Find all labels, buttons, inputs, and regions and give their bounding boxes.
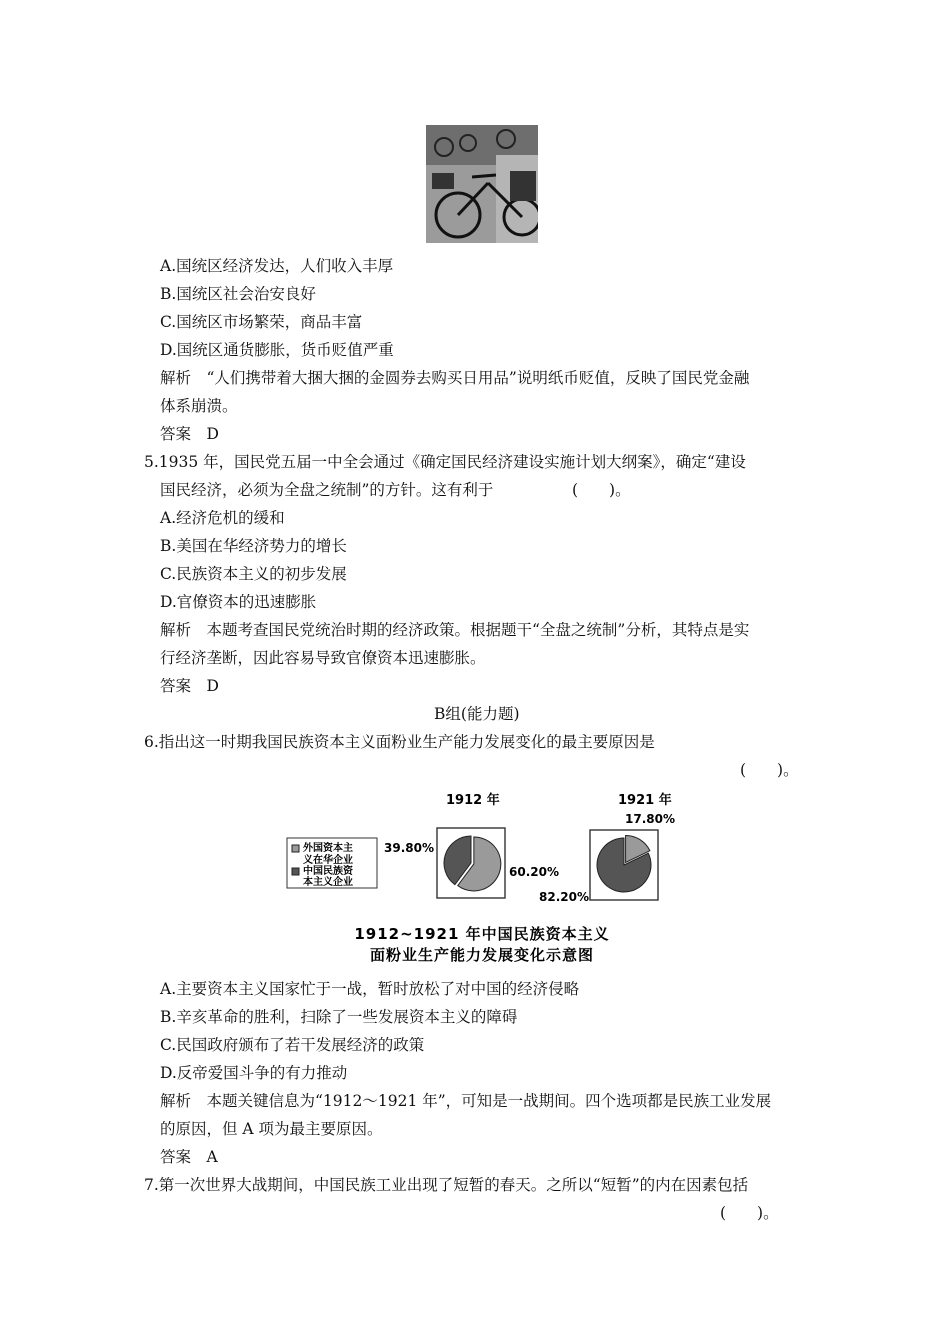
- q4-option-c: C.国统区市场繁荣，商品丰富: [160, 313, 363, 331]
- legend-swatch-foreign: [292, 845, 299, 852]
- legend-label-national: 中国民族资: [303, 866, 353, 877]
- pie-year-1912: 1912 年: [446, 793, 500, 808]
- legend-swatch-national: [292, 868, 299, 875]
- q7-answer-blank: ( )。: [720, 1204, 779, 1222]
- q6-stem: 6.指出这一时期我国民族资本主义面粉业生产能力发展变化的最主要原因是: [144, 733, 655, 751]
- q5-analysis-cont: 行经济垄断，因此容易导致官僚资本迅速膨胀。: [160, 649, 486, 667]
- q5-answer-blank: ( )。: [572, 481, 631, 499]
- q6-analysis: 解析 本题关键信息为“1912～1921 年”，可知是一战期间。四个选项都是民族工业发展: [160, 1092, 772, 1110]
- legend-label-national-cont: 本主义企业: [303, 877, 353, 888]
- data-label-1921-foreign: 17.80%: [625, 812, 675, 826]
- q5-answer: 答案 D: [160, 677, 219, 695]
- pie-year-1921: 1921 年: [618, 793, 672, 808]
- q5-analysis: 解析 本题考查国民党统治时期的经济政策。根据题干“全盘之统制”分析，其特点是实: [160, 621, 750, 639]
- q5-option-a: A.经济危机的缓和: [160, 509, 285, 527]
- data-label-1921-national: 82.20%: [539, 890, 589, 904]
- data-label-1912-foreign: 60.20%: [509, 865, 559, 879]
- q5-stem-cont: 国民经济，必须为全盘之统制”的方针。这有利于: [160, 481, 494, 499]
- q5-option-d: D.官僚资本的迅速膨胀: [160, 593, 317, 611]
- q4-analysis: 解析 “人们携带着大捆大捆的金圆券去购买日用品”说明纸币贬值，反映了国民党金融: [160, 369, 750, 387]
- q6-option-c: C.民国政府颁布了若干发展经济的政策: [160, 1036, 425, 1054]
- q4-option-d: D.国统区通货膨胀，货币贬值严重: [160, 341, 394, 359]
- pie-chart-figure: [286, 788, 686, 970]
- q4-analysis-cont: 体系崩溃。: [160, 397, 238, 415]
- q6-option-b: B.辛亥革命的胜利，扫除了一些发展资本主义的障碍: [160, 1008, 518, 1026]
- chart-subtitle: 面粉业生产能力发展变化示意图: [369, 946, 595, 964]
- section-heading: B组(能力题): [434, 705, 520, 723]
- legend-label-foreign-cont: 义在华企业: [303, 855, 353, 866]
- legend-label-foreign: 外国资本主: [303, 843, 353, 854]
- q4-option-b: B.国统区社会治安良好: [160, 285, 316, 303]
- q4-option-a: A.国统区经济发达，人们收入丰厚: [160, 257, 394, 275]
- pie-chart-svg: [286, 788, 686, 970]
- q5-option-b: B.美国在华经济势力的增长: [160, 537, 347, 555]
- data-label-1912-national: 39.80%: [384, 841, 434, 855]
- bicycle-photo-illustration: [426, 125, 538, 243]
- q5-stem: 5.1935 年，国民党五届一中全会通过《确定国民经济建设实施计划大纲案》，确定“建设: [144, 453, 746, 471]
- q4-answer: 答案 D: [160, 425, 219, 443]
- chart-title: 1912~1921 年中国民族资本主义: [354, 925, 610, 943]
- q6-answer: 答案 A: [160, 1148, 218, 1166]
- q6-option-d: D.反帝爱国斗争的有力推动: [160, 1064, 348, 1082]
- q6-analysis-cont: 的原因，但 A 项为最主要原因。: [160, 1120, 383, 1138]
- q6-option-a: A.主要资本主义国家忙于一战，暂时放松了对中国的经济侵略: [160, 980, 580, 998]
- bicycle-street-photo: [426, 125, 538, 243]
- q6-answer-blank: ( )。: [740, 761, 799, 779]
- q5-option-c: C.民族资本主义的初步发展: [160, 565, 347, 583]
- q7-stem: 7.第一次世界大战期间，中国民族工业出现了短暂的春天。之所以“短暂”的内在因素包括: [144, 1176, 749, 1194]
